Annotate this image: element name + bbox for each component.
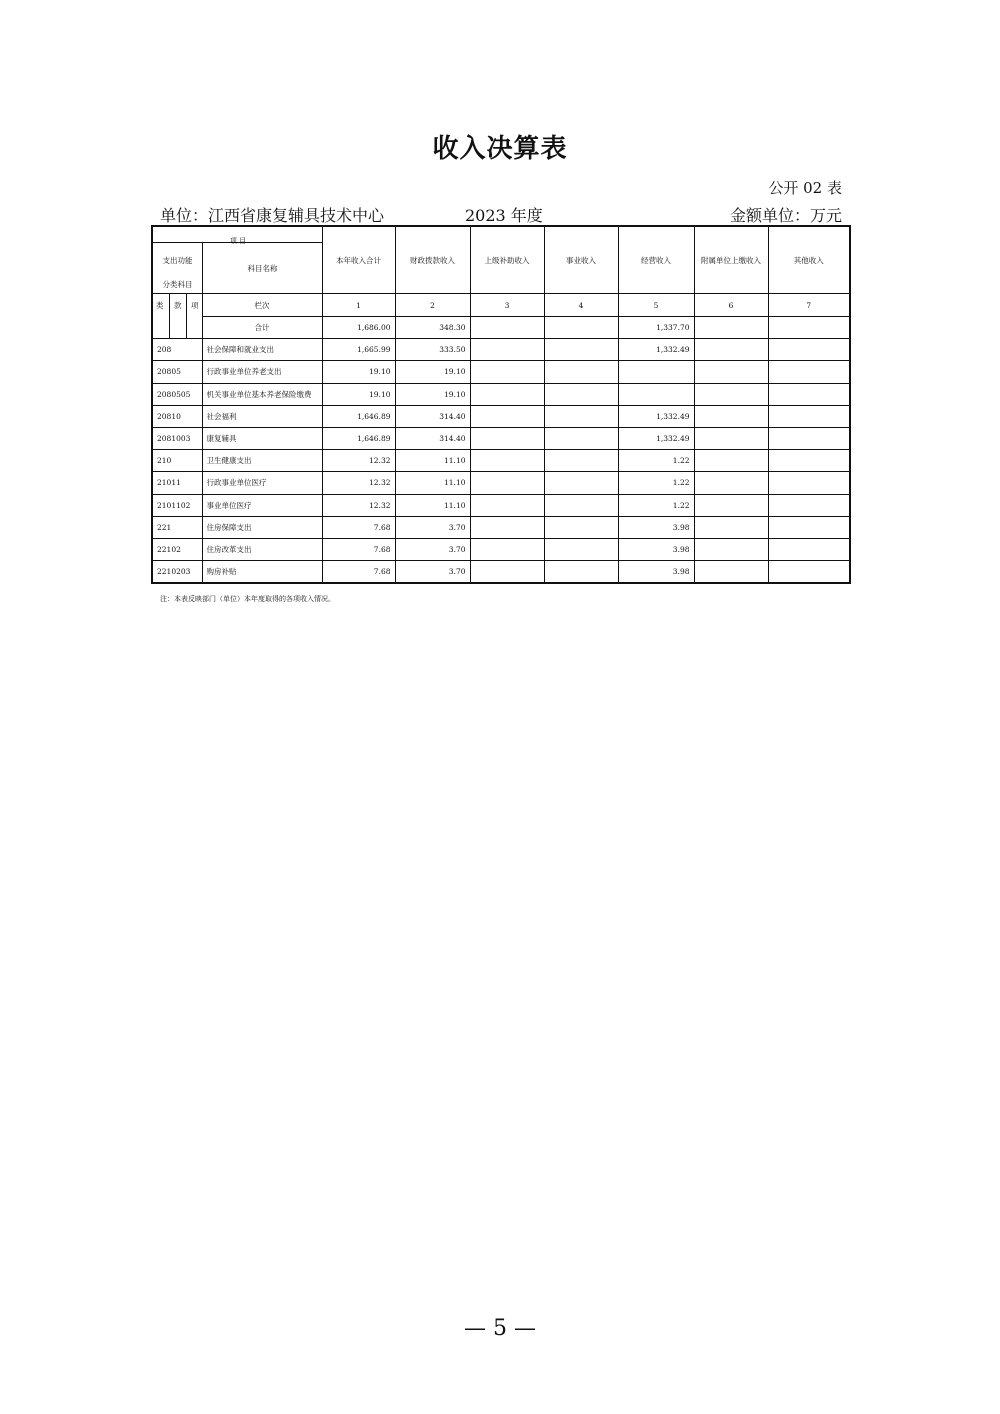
amount-cell: 1,665.99	[322, 339, 395, 361]
col-header-2: 财政拨款收入	[395, 226, 470, 294]
amount-cell: 3.70	[395, 561, 470, 584]
subject-code: 2101102	[152, 494, 202, 516]
amount-cell: 19.10	[395, 383, 470, 405]
amount-cell	[470, 405, 544, 427]
amount-cell: 3.98	[618, 538, 694, 560]
amount-cell	[694, 538, 768, 560]
total-row	[152, 317, 850, 339]
amount-cell: 12.32	[322, 450, 395, 472]
amount-cell	[470, 516, 544, 538]
amount-cell	[768, 383, 850, 405]
amount-cell	[470, 561, 544, 584]
amount-cell	[694, 361, 768, 383]
amount-cell	[470, 361, 544, 383]
amount-cell	[470, 538, 544, 560]
amount-cell	[544, 361, 618, 383]
amount-cell	[544, 561, 618, 584]
col-header-5: 经营收入	[618, 226, 694, 294]
col-num-3: 3	[470, 294, 544, 317]
amount-cell	[470, 472, 544, 494]
subject-name: 卫生健康支出	[202, 450, 322, 472]
total-value-6	[694, 317, 768, 339]
subject-code: 210	[152, 450, 202, 472]
amount-cell	[694, 472, 768, 494]
amount-cell	[768, 339, 850, 361]
amount-cell: 314.40	[395, 427, 470, 449]
amount-cell	[544, 405, 618, 427]
amount-cell	[768, 561, 850, 584]
total-value-1: 1,686.00	[322, 317, 395, 339]
amount-cell: 1,646.89	[322, 427, 395, 449]
table-note: 注：本表反映部门（单位）本年度取得的各项收入情况。	[160, 595, 335, 603]
amount-cell	[768, 516, 850, 538]
func-cat-label-2: 分类科目	[162, 280, 193, 289]
col-num-1: 1	[322, 294, 395, 317]
amount-cell	[768, 494, 850, 516]
column-number-row	[152, 294, 850, 317]
section-label: 款	[174, 301, 182, 310]
subject-name: 住房保障支出	[202, 516, 322, 538]
subject-name: 行政事业单位养老支出	[202, 361, 322, 383]
total-value-7	[768, 317, 850, 339]
total-value-4	[544, 317, 618, 339]
amount-cell: 3.98	[618, 516, 694, 538]
amount-cell	[694, 494, 768, 516]
table-row	[152, 516, 850, 538]
amount-cell: 12.32	[322, 472, 395, 494]
table-row	[152, 494, 850, 516]
amount-cell	[768, 405, 850, 427]
col-header-7: 其他收入	[768, 226, 850, 294]
amount-cell: 3.98	[618, 561, 694, 584]
unit-label: 单位：江西省康复辅具技术中心	[160, 206, 385, 225]
amount-cell: 1,332.49	[618, 427, 694, 449]
amount-cell	[618, 361, 694, 383]
row-number-label: 栏次	[202, 294, 322, 317]
col-num-5: 5	[618, 294, 694, 317]
page-title: 收入决算表	[432, 134, 568, 164]
amount-cell: 1,332.49	[618, 339, 694, 361]
amount-cell	[544, 450, 618, 472]
amount-cell	[694, 383, 768, 405]
subject-code: 21011	[152, 472, 202, 494]
amount-cell: 3.70	[395, 516, 470, 538]
amount-cell	[544, 427, 618, 449]
col-num-2: 2	[395, 294, 470, 317]
total-value-2: 348.30	[395, 317, 470, 339]
header-row	[152, 226, 850, 294]
amount-cell	[694, 427, 768, 449]
amount-cell	[768, 538, 850, 560]
amount-cell: 3.70	[395, 538, 470, 560]
amount-cell	[694, 561, 768, 584]
amount-cell	[768, 427, 850, 449]
total-value-3	[470, 317, 544, 339]
subject-name: 事业单位医疗	[202, 494, 322, 516]
col-header-6: 附属单位上缴收入	[694, 226, 768, 294]
class-label: 类	[156, 301, 164, 310]
amount-cell: 11.10	[395, 472, 470, 494]
amount-cell	[768, 450, 850, 472]
amount-cell: 1.22	[618, 494, 694, 516]
amount-cell	[470, 383, 544, 405]
table-row	[152, 538, 850, 560]
col-header-3: 上级补助收入	[470, 226, 544, 294]
amount-cell: 314.40	[395, 405, 470, 427]
amount-cell	[470, 339, 544, 361]
amount-cell: 1.22	[618, 450, 694, 472]
subject-code: 2210203	[152, 561, 202, 584]
amount-cell: 19.10	[395, 361, 470, 383]
form-number: 公开 02 表	[768, 179, 842, 197]
fiscal-year: 2023 年度	[465, 206, 543, 225]
amount-cell	[694, 339, 768, 361]
amount-cell	[768, 472, 850, 494]
subject-name: 康复辅具	[202, 427, 322, 449]
subject-name: 购房补贴	[202, 561, 322, 584]
total-label: 合计	[202, 317, 322, 339]
project-header-cell	[152, 226, 322, 294]
amount-cell	[694, 405, 768, 427]
subject-code: 22102	[152, 538, 202, 560]
subject-code: 208	[152, 339, 202, 361]
table-row	[152, 383, 850, 405]
item-label: 项	[191, 301, 199, 310]
table-row	[152, 361, 850, 383]
income-statement-table	[151, 225, 851, 584]
amount-cell: 12.32	[322, 494, 395, 516]
amount-cell: 19.10	[322, 361, 395, 383]
subject-code: 2081003	[152, 427, 202, 449]
total-value-5: 1,337.70	[618, 317, 694, 339]
col-num-4: 4	[544, 294, 618, 317]
table-row	[152, 561, 850, 584]
func-cat-label-1: 支出功能	[162, 256, 193, 265]
col-num-6: 6	[694, 294, 768, 317]
table-row	[152, 450, 850, 472]
table-row	[152, 405, 850, 427]
subject-name: 行政事业单位医疗	[202, 472, 322, 494]
amount-cell: 1.22	[618, 472, 694, 494]
col-num-7: 7	[768, 294, 850, 317]
amount-cell	[544, 339, 618, 361]
amount-cell: 333.50	[395, 339, 470, 361]
amount-cell: 7.68	[322, 538, 395, 560]
amount-cell: 11.10	[395, 450, 470, 472]
amount-cell	[768, 361, 850, 383]
amount-cell	[618, 383, 694, 405]
subject-name: 机关事业单位基本养老保险缴费	[202, 383, 322, 405]
amount-cell	[694, 450, 768, 472]
class-section-item-cell	[152, 294, 202, 339]
amount-cell	[470, 494, 544, 516]
amount-cell: 1,646.89	[322, 405, 395, 427]
amount-cell: 7.68	[322, 561, 395, 584]
table-row	[152, 427, 850, 449]
amount-cell	[544, 538, 618, 560]
amount-cell	[470, 427, 544, 449]
project-label: 项 目	[229, 237, 247, 245]
page-number: — 5 —	[464, 1316, 536, 1341]
col-header-1: 本年收入合计	[322, 226, 395, 294]
amount-cell	[694, 516, 768, 538]
amount-cell	[544, 494, 618, 516]
col-header-4: 事业收入	[544, 226, 618, 294]
amount-unit: 金额单位：万元	[729, 206, 842, 225]
subject-code: 20810	[152, 405, 202, 427]
table-row	[152, 472, 850, 494]
amount-cell	[544, 472, 618, 494]
amount-cell: 11.10	[395, 494, 470, 516]
amount-cell: 19.10	[322, 383, 395, 405]
amount-cell: 1,332.49	[618, 405, 694, 427]
subject-name-header: 科目名称	[247, 264, 278, 273]
subject-code: 20805	[152, 361, 202, 383]
subject-code: 2080505	[152, 383, 202, 405]
amount-cell	[544, 383, 618, 405]
amount-cell	[470, 450, 544, 472]
subject-name: 住房改革支出	[202, 538, 322, 560]
subject-name: 社会福利	[202, 405, 322, 427]
subject-name: 社会保障和就业支出	[202, 339, 322, 361]
table-row	[152, 339, 850, 361]
amount-cell	[544, 516, 618, 538]
subject-code: 221	[152, 516, 202, 538]
amount-cell: 7.68	[322, 516, 395, 538]
